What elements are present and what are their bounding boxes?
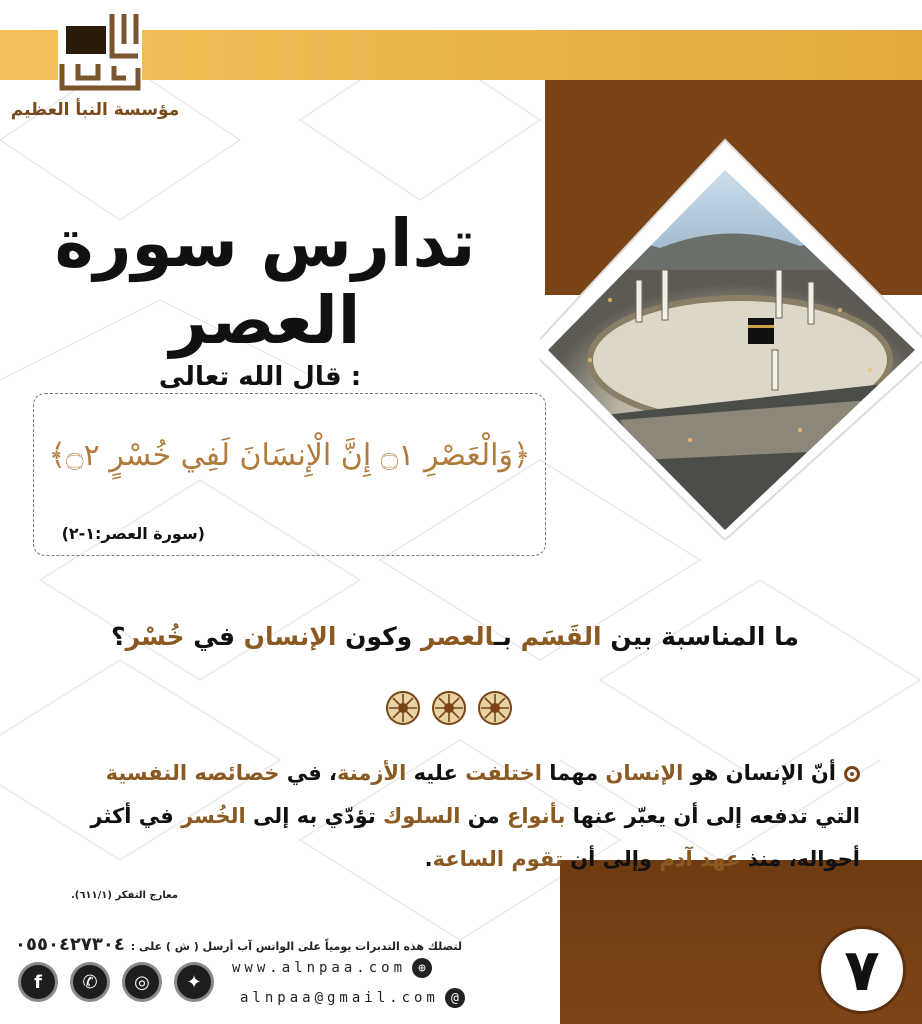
question-highlight: الإنسان bbox=[243, 622, 337, 651]
body-segment: . bbox=[424, 847, 433, 871]
body-segment: تؤدّي به إلى bbox=[245, 804, 384, 828]
source-citation: معارج التفكر (٦١١/١). bbox=[70, 890, 178, 901]
subscribe-line bbox=[15, 934, 495, 955]
page-title: تدارس سورة العصر bbox=[54, 205, 476, 359]
body-highlight: تقوم الساعة bbox=[432, 847, 563, 871]
facebook-icon[interactable]: f bbox=[18, 962, 58, 1002]
bullet-icon bbox=[844, 766, 860, 782]
body-segment: وإلى أن bbox=[562, 847, 660, 871]
subscribe-text: لتصلك هذه التدبرات يومياً على الواتس آب أرسل ( ش ) على : bbox=[130, 940, 463, 953]
body-highlight: بأنواع bbox=[507, 804, 566, 828]
logo-text: مؤسسة النبأ العظيم bbox=[10, 100, 180, 120]
explanation-text bbox=[60, 752, 860, 881]
question-text: ما المناسبة بين bbox=[601, 622, 799, 651]
body-highlight: اختلفت bbox=[465, 761, 542, 785]
body-highlight: خصائصه النفسية bbox=[105, 761, 280, 785]
question-text: بـ bbox=[493, 622, 521, 651]
question-highlight: خُسْر bbox=[125, 622, 185, 651]
body-segment: ، في bbox=[279, 761, 338, 785]
question-heading bbox=[60, 622, 850, 651]
question-text: وكون bbox=[336, 622, 421, 651]
ornament-divider bbox=[383, 688, 515, 728]
body-segment: عليه bbox=[406, 761, 466, 785]
globe-icon: ⊕ bbox=[412, 958, 432, 978]
social-links bbox=[18, 962, 214, 1002]
question-text: ؟ bbox=[111, 622, 126, 651]
quran-verse: ﴿وَالْعَصْرِ ۝١ إِنَّ الْإِنسَانَ لَفِي خُسْرٍ ۝٢﴾ bbox=[48, 438, 531, 473]
whatsapp-icon[interactable]: ✆ bbox=[70, 962, 110, 1002]
body-highlight: الخُسر bbox=[181, 804, 246, 828]
body-segment: التي تدفعه إلى أن يعبّر عنها bbox=[565, 804, 860, 828]
phone-number[interactable]: ٠٥٥٠٤٢٧٣٠٤ bbox=[15, 934, 125, 955]
question-highlight: العصر bbox=[420, 622, 494, 651]
mecca-photo bbox=[540, 120, 922, 540]
website-row[interactable] bbox=[232, 956, 432, 980]
body-highlight: الإنسان bbox=[605, 761, 684, 785]
body-highlight: عهد آدم bbox=[659, 847, 741, 871]
body-highlight: السلوك bbox=[383, 804, 461, 828]
body-highlight: الأزمنة bbox=[337, 761, 407, 785]
logo bbox=[10, 6, 180, 126]
question-highlight: القَسَم bbox=[520, 622, 602, 651]
body-segment: أنّ الإنسان هو bbox=[683, 761, 836, 785]
body-segment: مهما bbox=[541, 761, 606, 785]
logo-emblem bbox=[52, 8, 148, 94]
instagram-icon[interactable]: ◎ bbox=[122, 962, 162, 1002]
episode-number: ٧ bbox=[818, 926, 906, 1014]
website-link[interactable]: www.alnpaa.com bbox=[232, 960, 407, 976]
verse-box bbox=[33, 393, 546, 556]
question-text: في bbox=[184, 622, 244, 651]
verse-intro: قال الله تعالى : bbox=[158, 362, 362, 392]
body-segment: في أكثر أحواله، منذ bbox=[90, 804, 860, 871]
email-link[interactable]: alnpaa@gmail.com bbox=[240, 990, 439, 1006]
at-icon: @ bbox=[445, 988, 465, 1008]
body-segment: من bbox=[460, 804, 507, 828]
verse-reference: (سورة العصر:١-٢) bbox=[61, 524, 205, 543]
rosette-icon bbox=[387, 692, 419, 724]
twitter-icon[interactable]: ✦ bbox=[174, 962, 214, 1002]
email-row[interactable] bbox=[240, 986, 465, 1010]
